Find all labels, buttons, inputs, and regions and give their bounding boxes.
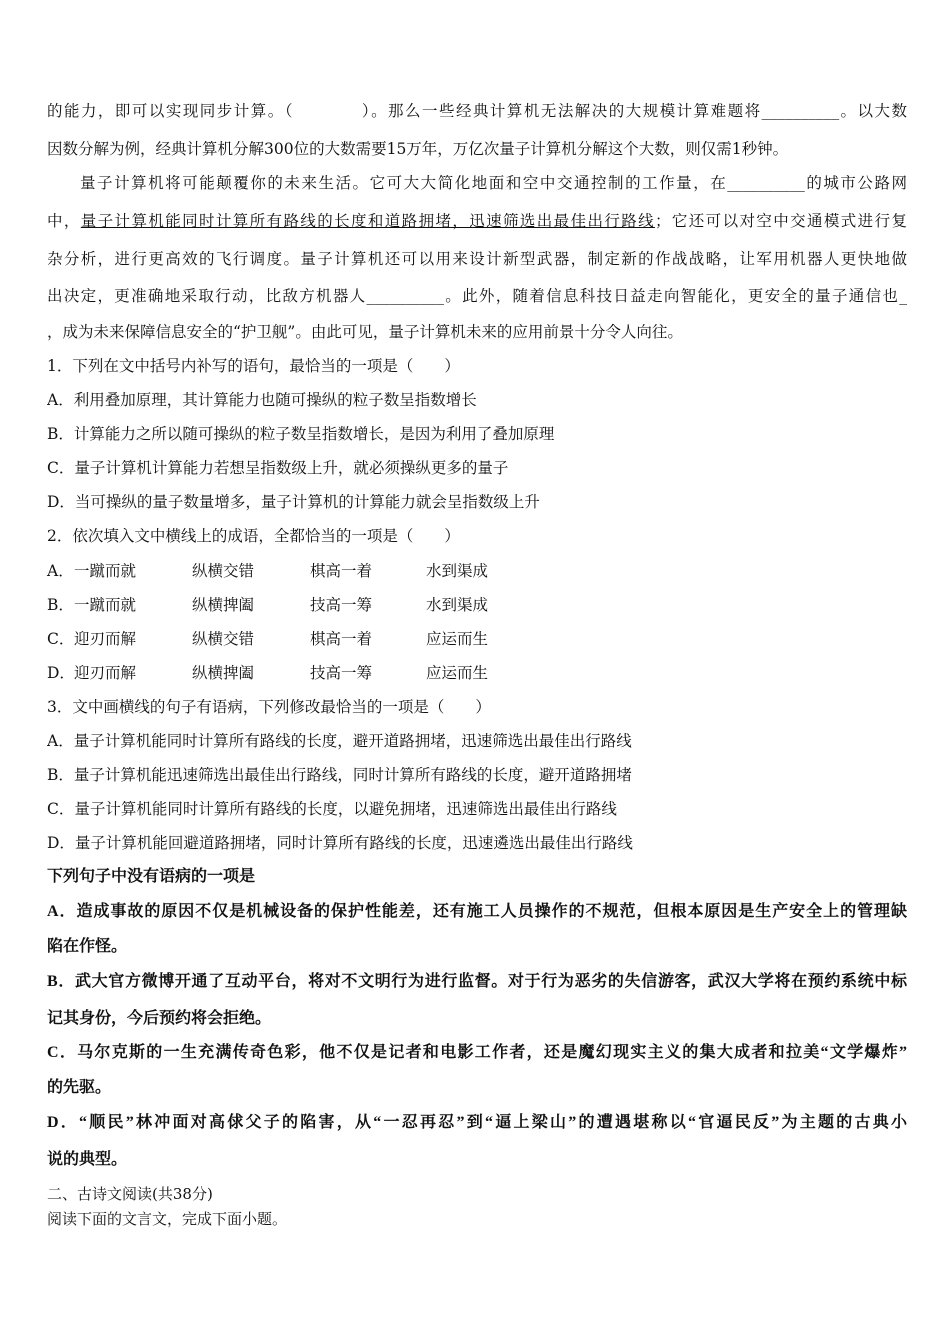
q4-option-a: A．造成事故的原因不仅是机械设备的保护性能差，还有施工人员操作的不规范，但根本原因是生产安全上的管理缺 [47, 903, 907, 920]
option-word: 水到渠成 [426, 562, 489, 580]
q1-option-c: C．量子计算机计算能力若想呈指数级上升，就必须操纵更多的量子 [47, 459, 509, 477]
option-word: 棋高一着 [310, 630, 373, 648]
option-word: 一蹴而就 [74, 596, 137, 614]
passage-line [47, 211, 907, 231]
q3-option-d: D．量子计算机能回避道路拥堵，同时计算所有路线的长度，迅速遴选出最佳出行路线 [47, 834, 633, 852]
question-3-stem: 3．文中画横线的句子有语病，下列修改最恰当的一项是（ ） [47, 698, 491, 716]
option-word: 一蹴而就 [74, 562, 137, 580]
question-4-stem: 下列句子中没有语病的一项是 [47, 868, 256, 885]
passage-text: ；它还可以对空中交通模式进行复 [655, 212, 907, 230]
option-word: 迎刃而解 [74, 630, 137, 648]
q4-option-b: B．武大官方微博开通了互动平台，将对不文明行为进行监督。对于行为恶劣的失信游客，武汉大学将在预约系统中标 [47, 973, 907, 990]
q4-option-d: D．“顺民”林冲面对高俅父子的陷害，从“一忍再忍”到“逼上梁山”的遭遇堪称以“官逼民反”为主题的古典小 [47, 1114, 907, 1131]
option-word: 技高一筹 [310, 664, 373, 682]
section-heading: 二、古诗文阅读(共38分) [47, 1185, 213, 1203]
option-word: 迎刃而解 [74, 664, 137, 682]
option-word: 纵横捭阖 [192, 664, 255, 682]
section-instruction: 阅读下面的文言文，完成下面小题。 [47, 1210, 288, 1228]
q4-option-b-cont: 记其身份，今后预约将会拒绝。 [47, 1010, 272, 1027]
option-word: 应运而生 [426, 664, 489, 682]
q4-option-d-cont: 说的典型。 [47, 1151, 128, 1168]
option-letter: B． [47, 596, 74, 614]
option-word: 棋高一着 [310, 562, 373, 580]
passage-line: ，成为未来保障信息安全的“护卫舰”。由此可见，量子计算机未来的应用前景十分令人向往。 [47, 323, 683, 341]
option-letter: C． [47, 630, 75, 648]
q4-option-a-cont: 陷在作怪。 [47, 938, 128, 955]
option-word: 纵横捭阖 [192, 596, 255, 614]
q1-option-d: D．当可操纵的量子数量增多，量子计算机的计算能力就会呈指数级上升 [47, 493, 540, 511]
underlined-sentence: 量子计算机能同时计算所有路线的长度和道路拥堵，迅速筛选出最佳出行路线 [80, 212, 656, 230]
passage-line: 出决定，更准确地采取行动，比敌方机器人__________。此外，随着信息科技日益走向智能化，更安全的量子通信也_ [47, 287, 907, 305]
option-letter: A． [47, 562, 74, 580]
question-2-stem: 2．依次填入文中横线上的成语，全都恰当的一项是（ ） [47, 527, 460, 545]
q3-option-b: B．量子计算机能迅速筛选出最佳出行路线，同时计算所有路线的长度，避开道路拥堵 [47, 766, 632, 784]
q3-option-a: A．量子计算机能同时计算所有路线的长度，避开道路拥堵，迅速筛选出最佳出行路线 [47, 732, 632, 750]
passage-line: 的能力，即可以实现同步计算。（ ）。那么一些经典计算机无法解决的大规模计算难题将__________。以大数 [47, 102, 907, 120]
q4-option-c-cont: 的先驱。 [47, 1079, 112, 1096]
option-word: 纵横交错 [192, 562, 255, 580]
passage-text: 中， [47, 212, 81, 230]
option-word: 纵横交错 [192, 630, 255, 648]
option-word: 水到渠成 [426, 596, 489, 614]
q4-option-c: C．马尔克斯的一生充满传奇色彩，他不仅是记者和电影工作者，还是魔幻现实主义的集大成者和拉美“文学爆炸” [47, 1044, 907, 1061]
passage-line: 杂分析，进行更高效的飞行调度。量子计算机还可以用来设计新型武器，制定新的作战战略，让军用机器人更快地做 [47, 250, 907, 268]
q1-option-a: A．利用叠加原理，其计算能力也随可操纵的粒子数呈指数增长 [47, 391, 477, 409]
passage-line: 因数分解为例，经典计算机分解300位的大数需要15万年，万亿次量子计算机分解这个大数，则仅需1秒钟。 [47, 140, 789, 158]
q1-option-b: B．计算能力之所以随可操纵的粒子数呈指数增长，是因为利用了叠加原理 [47, 425, 555, 443]
q3-option-c: C．量子计算机能同时计算所有路线的长度，以避免拥堵，迅速筛选出最佳出行路线 [47, 800, 617, 818]
passage-line: 量子计算机将可能颠覆你的未来生活。它可大大简化地面和空中交通控制的工作量，在__________的城市公路网 [80, 174, 907, 192]
question-1-stem: 1．下列在文中括号内补写的语句，最恰当的一项是（ ） [47, 357, 460, 375]
option-letter: D． [47, 664, 75, 682]
option-word: 应运而生 [426, 630, 489, 648]
option-word: 技高一筹 [310, 596, 373, 614]
